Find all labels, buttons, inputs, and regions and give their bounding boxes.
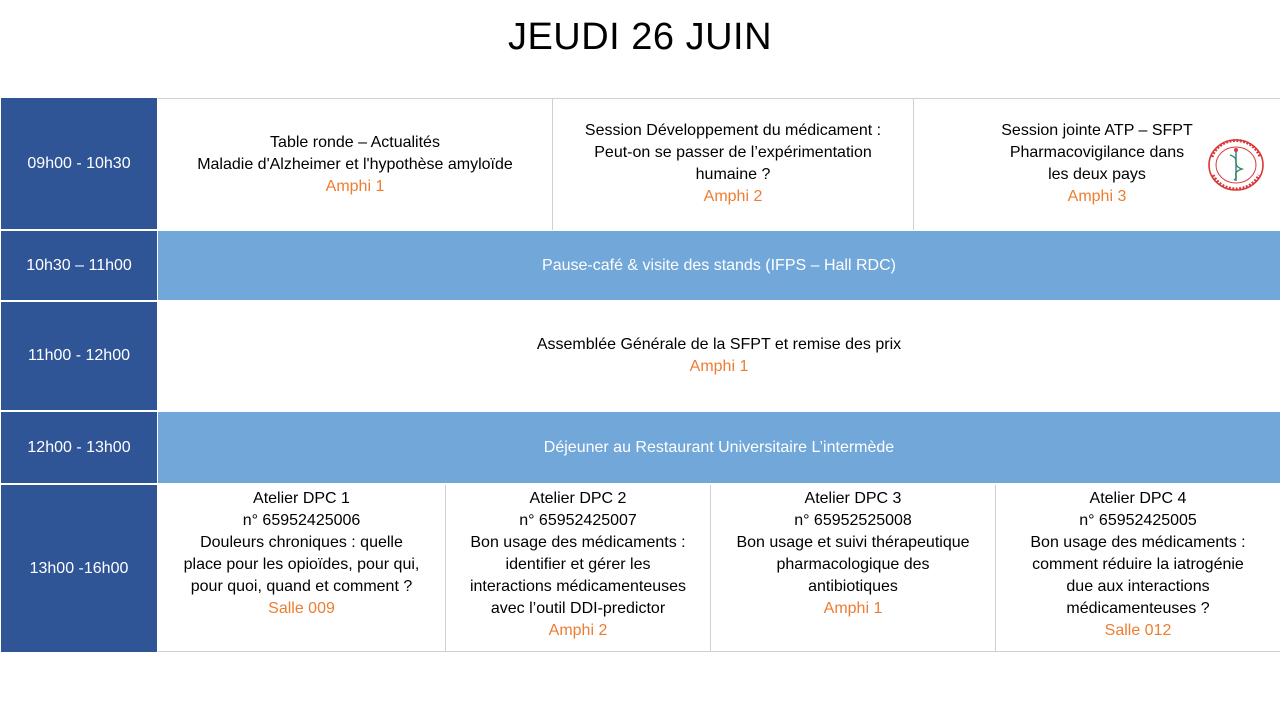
workshop-number: n° 65952425006 — [242, 512, 361, 529]
session-description: les deux pays — [1048, 166, 1146, 183]
workshop-dpc-1 — [158, 485, 446, 652]
workshop-room: Salle 009 — [268, 600, 335, 617]
workshop-description: pour quoi, quand et comment ? — [190, 578, 413, 595]
session-heading: Session Développement du médicament : — [584, 122, 882, 139]
time-slot-2: 10h30 – 11h00 — [1, 231, 157, 300]
workshop-description: interactions médicamenteuses — [469, 578, 687, 595]
session-developpement — [553, 98, 914, 230]
time-slot-3: 11h00 - 12h00 — [1, 302, 157, 410]
workshop-number: n° 65952425007 — [519, 512, 637, 529]
lunch-band: Déjeuner au Restaurant Universitaire L’intermède — [158, 412, 1280, 483]
workshop-number: n° 65952425005 — [1079, 512, 1197, 529]
workshop-heading: Atelier DPC 1 — [253, 490, 350, 507]
workshop-description: Bon usage et suivi thérapeutique — [736, 534, 970, 551]
workshop-dpc-4 — [996, 485, 1280, 652]
workshop-heading: Atelier DPC 3 — [804, 490, 902, 507]
workshop-room: Salle 012 — [1104, 622, 1172, 639]
session-room: Amphi 2 — [703, 188, 763, 205]
schedule-table — [0, 98, 1280, 652]
session-room: Amphi 1 — [325, 177, 385, 195]
session-room: Amphi 1 — [689, 358, 749, 375]
workshop-description: Bon usage des médicaments : — [470, 534, 686, 551]
workshop-description: place pour les opioïdes, pour qui, — [183, 556, 420, 573]
session-room: Amphi 3 — [1067, 188, 1127, 205]
workshop-description: comment réduire la iatrogénie — [1032, 556, 1244, 573]
workshop-description: Douleurs chroniques : quelle — [200, 534, 403, 551]
session-description: Peut-on se passer de l’expérimentation — [594, 144, 872, 161]
session-heading: Table ronde – Actualités — [270, 133, 440, 151]
society-seal-icon — [1206, 137, 1266, 193]
workshop-dpc-3 — [711, 485, 996, 652]
session-description: Pharmacovigilance dans — [1009, 144, 1185, 161]
workshop-heading: Atelier DPC 4 — [1089, 490, 1187, 507]
workshop-room: Amphi 1 — [823, 600, 883, 617]
session-heading: Session jointe ATP – SFPT — [1001, 122, 1193, 139]
workshop-description: médicamenteuses ? — [1066, 600, 1210, 617]
time-slot-4: 12h00 - 13h00 — [1, 412, 157, 483]
coffee-break-band: Pause-café & visite des stands (IFPS – Hall RDC) — [158, 231, 1280, 300]
workshop-description: due aux interactions — [1066, 578, 1210, 595]
session-description: Maladie d'Alzheimer et l'hypothèse amyloïde — [197, 155, 513, 173]
time-slot-1: 09h00 - 10h30 — [1, 98, 157, 229]
session-description: humaine ? — [695, 166, 771, 183]
page-title: JEUDI 26 JUIN — [507, 16, 773, 58]
workshop-number: n° 65952525008 — [794, 512, 912, 529]
general-assembly — [158, 302, 1280, 410]
workshop-heading: Atelier DPC 2 — [529, 490, 627, 507]
workshop-description: avec l’outil DDI-predictor — [490, 600, 666, 617]
workshop-description: identifier et gérer les — [505, 556, 651, 573]
workshop-description: Bon usage des médicaments : — [1030, 534, 1246, 551]
workshop-room: Amphi 2 — [548, 622, 608, 639]
workshop-description: antibiotiques — [808, 578, 898, 595]
session-table-ronde — [158, 98, 553, 230]
workshop-dpc-2 — [446, 485, 711, 652]
time-slot-5: 13h00 -16h00 — [1, 485, 157, 652]
workshop-description: pharmacologique des — [776, 556, 930, 573]
session-heading: Assemblée Générale de la SFPT et remise des prix — [536, 336, 902, 353]
